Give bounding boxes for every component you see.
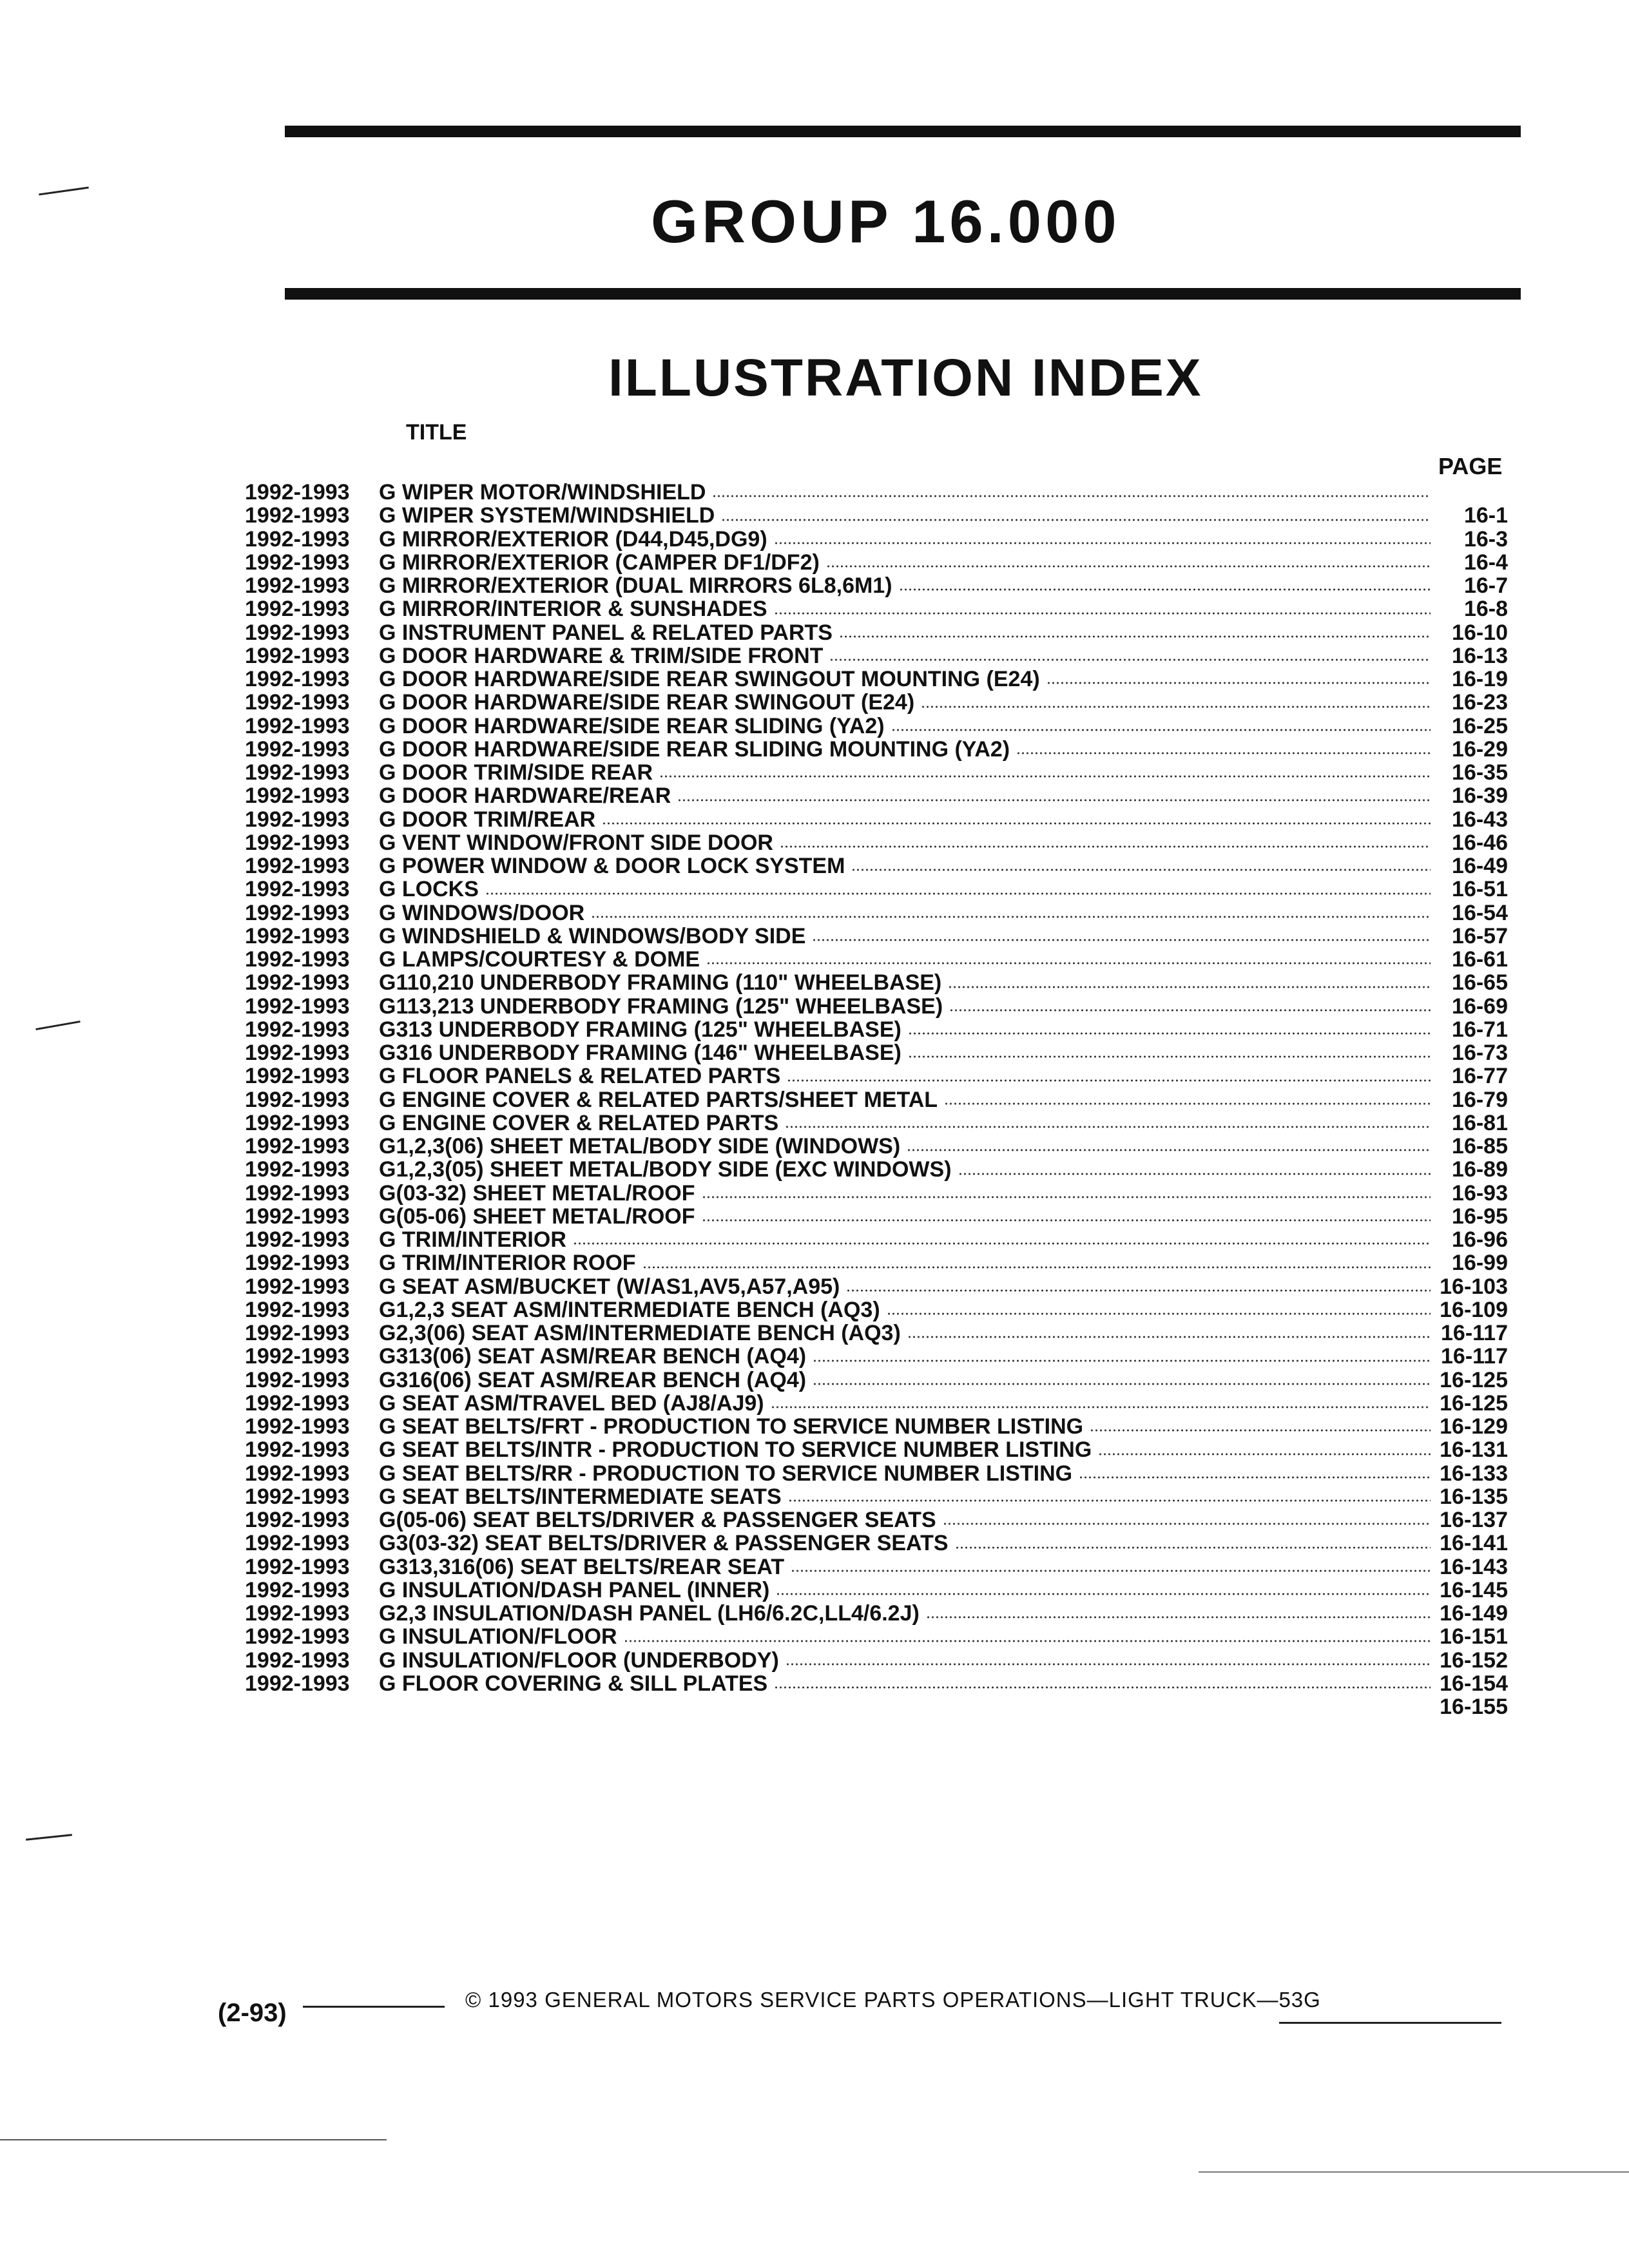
index-year: 1992-1993 [245, 1671, 350, 1696]
index-year: 1992-1993 [245, 1227, 350, 1252]
index-year: 1992-1993 [245, 1134, 350, 1158]
index-row [245, 1415, 1508, 1438]
dot-leader [771, 1406, 1431, 1408]
index-title: G DOOR HARDWARE/SIDE REAR SWINGOUT MOUNTING (E24) [379, 667, 1040, 691]
index-page: 16-19 [1452, 667, 1508, 691]
index-year: 1992-1993 [245, 1321, 350, 1345]
index-page: 16-73 [1452, 1041, 1508, 1065]
index-row [245, 1485, 1508, 1508]
dot-leader [846, 1289, 1431, 1292]
dot-leader [891, 729, 1431, 731]
index-title: G VENT WINDOW/FRONT SIDE DOOR [379, 830, 773, 855]
dot-leader [948, 986, 1431, 988]
index-title: G(05-06) SHEET METAL/ROOF [379, 1204, 695, 1229]
index-year: 1992-1993 [245, 1601, 350, 1626]
index-page: 16-69 [1452, 994, 1508, 1019]
index-page: 16-29 [1452, 736, 1508, 762]
index-page: 16-152 [1440, 1648, 1508, 1673]
index-row [245, 971, 1508, 994]
index-row [245, 901, 1508, 925]
index-page: 16-25 [1452, 713, 1508, 738]
dot-leader [955, 1546, 1431, 1549]
index-row [245, 528, 1508, 551]
index-page: 16-145 [1440, 1577, 1508, 1602]
index-title: G DOOR TRIM/REAR [379, 807, 596, 832]
index-page: 16-117 [1441, 1344, 1508, 1369]
index-title: G313 UNDERBODY FRAMING (125" WHEELBASE) [379, 1017, 901, 1042]
index-row [245, 574, 1508, 597]
index-page: 16-109 [1440, 1297, 1508, 1322]
index-page: 16-125 [1440, 1367, 1508, 1392]
index-page: 16-143 [1440, 1554, 1508, 1579]
index-year: 1992-1993 [245, 947, 350, 972]
dot-leader [943, 1523, 1431, 1525]
index-page: 16-117 [1441, 1321, 1508, 1345]
index-title: G MIRROR/INTERIOR & SUNSHADES [379, 597, 767, 622]
index-page: 16-54 [1452, 900, 1508, 925]
dot-leader [485, 892, 1431, 895]
index-title: G WINDOWS/DOOR [379, 900, 585, 925]
index-title: G313(06) SEAT ASM/REAR BENCH (AQ4) [379, 1344, 807, 1369]
index-row [245, 1228, 1508, 1251]
index-page: 16-81 [1452, 1110, 1508, 1135]
index-year: 1992-1993 [245, 713, 350, 738]
index-year: 1992-1993 [245, 1110, 350, 1135]
index-title: G MIRROR/EXTERIOR (DUAL MIRRORS 6L8,6M1) [379, 573, 892, 598]
dot-leader [851, 869, 1431, 871]
index-page: 16-96 [1452, 1227, 1508, 1252]
group-title: GROUP 16.000 [651, 187, 1121, 255]
index-page: 16-8 [1463, 597, 1508, 622]
index-row [245, 925, 1508, 948]
index-page: 16-154 [1440, 1671, 1508, 1696]
index-row [245, 784, 1508, 807]
dot-leader [774, 612, 1431, 615]
index-page: 16-95 [1452, 1204, 1508, 1229]
index-title: G FLOOR COVERING & SILL PLATES [379, 1671, 768, 1696]
index-title: G MIRROR/EXTERIOR (D44,D45,DG9) [379, 526, 767, 552]
dot-leader [785, 1126, 1431, 1128]
index-page: 16-43 [1452, 807, 1508, 832]
dot-leader [887, 1312, 1431, 1315]
index-row [245, 1018, 1508, 1041]
index-year: 1992-1993 [245, 573, 350, 598]
index-page: 16-79 [1452, 1087, 1508, 1112]
dot-leader [602, 822, 1431, 825]
index-title: G SEAT BELTS/FRT - PRODUCTION TO SERVICE NUMBER LISTING [379, 1414, 1084, 1439]
index-row [245, 691, 1508, 714]
index-row [245, 761, 1508, 784]
index-row [245, 1438, 1508, 1461]
index-row [245, 644, 1508, 668]
index-page: 16-99 [1452, 1251, 1508, 1276]
index-year: 1992-1993 [245, 1554, 350, 1579]
index-page: 16-13 [1452, 643, 1508, 668]
index-row [245, 1064, 1508, 1088]
index-row [245, 878, 1508, 901]
index-row [245, 1345, 1508, 1368]
dot-leader [949, 1009, 1431, 1012]
index-year: 1992-1993 [245, 1437, 350, 1463]
index-title: G FLOOR PANELS & RELATED PARTS [379, 1064, 781, 1089]
dot-leader [899, 588, 1431, 591]
index-page: 16-35 [1452, 760, 1508, 785]
index-page: 16-89 [1452, 1157, 1508, 1182]
index-title: G DOOR TRIM/SIDE REAR [379, 760, 653, 785]
date-code: (2-93) [218, 1999, 287, 2027]
index-year: 1992-1993 [245, 1484, 350, 1509]
index-page: 16-10 [1452, 620, 1508, 645]
dot-leader [1098, 1453, 1431, 1456]
dot-leader [839, 635, 1431, 638]
index-year: 1992-1993 [245, 830, 350, 855]
index-year: 1992-1993 [245, 807, 350, 832]
index-page: 16-39 [1452, 783, 1508, 809]
index-page: 16-155 [1440, 1695, 1508, 1719]
dot-leader [774, 1686, 1431, 1689]
dot-leader [706, 962, 1431, 965]
index-row [245, 808, 1508, 831]
index-title: G1,2,3(06) SHEET METAL/BODY SIDE (WINDOWS) [379, 1134, 901, 1158]
index-row [245, 1182, 1508, 1205]
index-page: 16-85 [1452, 1134, 1508, 1158]
dot-leader [926, 1616, 1431, 1619]
index-title: G ENGINE COVER & RELATED PARTS [379, 1110, 779, 1135]
index-year: 1992-1993 [245, 690, 350, 715]
index-year: 1992-1993 [245, 854, 350, 878]
dot-leader [908, 1032, 1431, 1035]
dot-leader [829, 658, 1431, 661]
index-title: G LOCKS [379, 877, 479, 902]
index-year: 1992-1993 [245, 1461, 350, 1486]
dot-leader [1016, 752, 1431, 754]
index-title: G2,3 INSULATION/DASH PANEL (LH6/6.2C,LL4/6.2J) [379, 1601, 920, 1626]
index-title: G316(06) SEAT ASM/REAR BENCH (AQ4) [379, 1367, 807, 1392]
index-row [245, 1579, 1508, 1602]
index-title: G SEAT ASM/TRAVEL BED (AJ8/AJ9) [379, 1390, 764, 1416]
dot-leader [813, 1383, 1431, 1385]
index-title: G INSTRUMENT PANEL & RELATED PARTS [379, 620, 833, 645]
dot-leader [702, 1219, 1431, 1222]
index-title: G WINDSHIELD & WINDOWS/BODY SIDE [379, 923, 806, 948]
index-title: G INSULATION/FLOOR [379, 1624, 617, 1649]
index-title: G SEAT BELTS/INTR - PRODUCTION TO SERVICE NUMBER LISTING [379, 1437, 1092, 1463]
index-title: G INSULATION/FLOOR (UNDERBODY) [379, 1648, 779, 1673]
dot-leader [786, 1663, 1431, 1666]
index-page: 16-61 [1452, 947, 1508, 972]
index-row [245, 1392, 1508, 1415]
index-page: 16-1 [1463, 503, 1508, 528]
index-year: 1992-1993 [245, 643, 350, 668]
dot-leader [712, 495, 1431, 497]
index-year: 1992-1993 [245, 1017, 350, 1042]
scan-edge-line [0, 2139, 387, 2140]
index-page: 16-49 [1452, 854, 1508, 878]
index-page: 16-65 [1452, 970, 1508, 995]
dot-leader [826, 565, 1431, 568]
index-year: 1992-1993 [245, 760, 350, 785]
index-title: G TRIM/INTERIOR [379, 1227, 566, 1252]
index-row [245, 1158, 1508, 1181]
index-row [245, 504, 1508, 527]
index-title: G SEAT BELTS/RR - PRODUCTION TO SERVICE NUMBER LISTING [379, 1461, 1073, 1486]
index-year: 1992-1993 [245, 1344, 350, 1369]
index-row [245, 621, 1508, 644]
dot-leader [958, 1173, 1431, 1175]
dot-leader [591, 916, 1431, 918]
top-rule [285, 126, 1521, 137]
index-year: 1992-1993 [245, 1297, 350, 1322]
index-year: 1992-1993 [245, 1577, 350, 1602]
index-title: G WIPER MOTOR/WINDSHIELD [379, 480, 706, 505]
index-year: 1992-1993 [245, 480, 350, 505]
title-column-header: TITLE [406, 420, 467, 445]
scan-mark [35, 1021, 80, 1030]
dot-leader [907, 1149, 1431, 1151]
index-page: 16-4 [1463, 550, 1508, 575]
index-year: 1992-1993 [245, 1204, 350, 1229]
index-row [245, 995, 1508, 1018]
index-title: G LAMPS/COURTESY & DOME [379, 947, 700, 972]
index-row [245, 1041, 1508, 1064]
index-year: 1992-1993 [245, 1508, 350, 1532]
dot-leader [944, 1102, 1431, 1105]
index-year: 1992-1993 [245, 550, 350, 575]
dot-leader [908, 1055, 1431, 1058]
index-page: 16-93 [1452, 1180, 1508, 1206]
index-row [245, 1135, 1508, 1158]
index-year: 1992-1993 [245, 783, 350, 809]
index-page: 16-46 [1452, 830, 1508, 855]
index-title: G316 UNDERBODY FRAMING (146" WHEELBASE) [379, 1041, 901, 1065]
dot-leader [921, 706, 1431, 708]
index-year: 1992-1993 [245, 1367, 350, 1392]
index-title: G DOOR HARDWARE/REAR [379, 783, 671, 809]
dot-leader [721, 519, 1431, 521]
index-row [245, 1205, 1508, 1228]
index-row [245, 1625, 1508, 1648]
index-year: 1992-1993 [245, 1180, 350, 1206]
index-row [245, 1672, 1508, 1695]
index-year: 1992-1993 [245, 1414, 350, 1439]
dot-leader [1046, 682, 1431, 684]
dot-leader [642, 1266, 1431, 1269]
index-page: 16-7 [1463, 573, 1508, 598]
dot-leader [812, 939, 1431, 941]
index-year: 1992-1993 [245, 620, 350, 645]
index-title: G113,213 UNDERBODY FRAMING (125" WHEELBASE) [379, 994, 943, 1019]
index-row [245, 1649, 1508, 1672]
index-page: 16-129 [1440, 1414, 1508, 1439]
index-title: G(05-06) SEAT BELTS/DRIVER & PASSENGER SEATS [379, 1508, 936, 1532]
index-year: 1992-1993 [245, 1251, 350, 1276]
index-title: G DOOR HARDWARE/SIDE REAR SLIDING (YA2) [379, 713, 885, 738]
dot-leader [780, 845, 1431, 848]
index-row [245, 1251, 1508, 1274]
index-page: 16-23 [1452, 690, 1508, 715]
index-page: 16-141 [1440, 1531, 1508, 1556]
middle-rule [285, 288, 1521, 300]
index-year: 1992-1993 [245, 877, 350, 902]
index-title: G MIRROR/EXTERIOR (CAMPER DF1/DF2) [379, 550, 820, 575]
index-title: G313,316(06) SEAT BELTS/REAR SEAT [379, 1554, 785, 1579]
index-page: 16-135 [1440, 1484, 1508, 1509]
index-row [245, 1508, 1508, 1532]
index-title: G2,3(06) SEAT ASM/INTERMEDIATE BENCH (AQ3) [379, 1321, 901, 1345]
index-year: 1992-1993 [245, 526, 350, 552]
index-row [245, 597, 1508, 620]
index-row [245, 948, 1508, 971]
index-page: 16-51 [1452, 877, 1508, 902]
index-year: 1992-1993 [245, 994, 350, 1019]
index-title: G WIPER SYSTEM/WINDSHIELD [379, 503, 715, 528]
index-year: 1992-1993 [245, 736, 350, 762]
index-row [245, 1321, 1508, 1345]
index-year: 1992-1993 [245, 1531, 350, 1556]
index-year: 1992-1993 [245, 1087, 350, 1112]
index-title: G1,2,3(05) SHEET METAL/BODY SIDE (EXC WINDOWS) [379, 1157, 952, 1182]
footer-rule-left [303, 2006, 445, 2008]
dot-leader [776, 1593, 1431, 1595]
index-row [245, 854, 1508, 878]
index-year: 1992-1993 [245, 1157, 350, 1182]
index-title: G110,210 UNDERBODY FRAMING (110" WHEELBASE) [379, 970, 942, 995]
index-page: 16-3 [1463, 526, 1508, 552]
index-page: 16-151 [1440, 1624, 1508, 1649]
index-row [245, 1462, 1508, 1485]
index-year: 1992-1993 [245, 1274, 350, 1299]
dot-leader [677, 799, 1431, 802]
index-page: 16-125 [1440, 1390, 1508, 1416]
index-year: 1992-1993 [245, 667, 350, 691]
index-year: 1992-1993 [245, 1624, 350, 1649]
index-page: 16-77 [1452, 1064, 1508, 1089]
dot-leader [1090, 1429, 1431, 1432]
dot-leader [774, 542, 1431, 544]
index-page: 16-57 [1452, 923, 1508, 948]
index-page: 16-149 [1440, 1601, 1508, 1626]
index-page: 16-133 [1440, 1461, 1508, 1486]
index-title: G DOOR HARDWARE/SIDE REAR SLIDING MOUNTING (YA2) [379, 736, 1010, 762]
index-row [245, 1555, 1508, 1579]
index-title: G SEAT BELTS/INTERMEDIATE SEATS [379, 1484, 782, 1509]
dot-leader [624, 1640, 1431, 1642]
index-row [245, 715, 1508, 738]
index-year: 1992-1993 [245, 503, 350, 528]
index-year: 1992-1993 [245, 970, 350, 995]
illustration-index-list [245, 481, 1508, 1718]
scan-edge-line [1199, 2171, 1629, 2173]
index-title: G DOOR HARDWARE & TRIM/SIDE FRONT [379, 643, 824, 668]
index-title: G POWER WINDOW & DOOR LOCK SYSTEM [379, 854, 845, 878]
scan-mark [39, 187, 89, 196]
index-year: 1992-1993 [245, 1064, 350, 1089]
index-page: 16-71 [1452, 1017, 1508, 1042]
index-row [245, 1298, 1508, 1321]
dot-leader [702, 1196, 1431, 1198]
index-year: 1992-1993 [245, 597, 350, 622]
dot-leader [659, 775, 1431, 778]
index-page: 16-137 [1440, 1508, 1508, 1532]
dot-leader [791, 1570, 1431, 1572]
index-row [245, 481, 1508, 504]
dot-leader [813, 1360, 1431, 1362]
index-row [245, 1602, 1508, 1625]
dot-leader [787, 1079, 1431, 1082]
page-column-header: PAGE [1438, 453, 1503, 479]
index-title: G ENGINE COVER & RELATED PARTS/SHEET METAL [379, 1087, 938, 1112]
index-year: 1992-1993 [245, 1390, 350, 1416]
index-title: G1,2,3 SEAT ASM/INTERMEDIATE BENCH (AQ3) [379, 1297, 880, 1322]
index-year: 1992-1993 [245, 900, 350, 925]
index-row [245, 1695, 1508, 1718]
index-row [245, 1111, 1508, 1135]
scan-mark [26, 1834, 72, 1841]
index-title: G(03-32) SHEET METAL/ROOF [379, 1180, 695, 1206]
index-row [245, 831, 1508, 854]
index-year: 1992-1993 [245, 1041, 350, 1065]
index-page: 16-131 [1440, 1437, 1508, 1463]
index-year: 1992-1993 [245, 923, 350, 948]
footer-rule-right [1279, 2022, 1501, 2024]
index-title: G DOOR HARDWARE/SIDE REAR SWINGOUT (E24) [379, 690, 915, 715]
dot-leader [907, 1336, 1431, 1338]
index-row [245, 1369, 1508, 1392]
index-row [245, 551, 1508, 574]
index-row [245, 1275, 1508, 1298]
index-title: G INSULATION/DASH PANEL (INNER) [379, 1577, 770, 1602]
dot-leader [573, 1242, 1431, 1245]
index-row [245, 668, 1508, 691]
index-title: G TRIM/INTERIOR ROOF [379, 1251, 636, 1276]
dot-leader [788, 1499, 1431, 1502]
index-row [245, 738, 1508, 761]
index-row [245, 1088, 1508, 1111]
index-title: G3(03-32) SEAT BELTS/DRIVER & PASSENGER SEATS [379, 1531, 949, 1556]
index-title: G SEAT ASM/BUCKET (W/AS1,AV5,A57,A95) [379, 1274, 840, 1299]
footer-copyright: © 1993 GENERAL MOTORS SERVICE PARTS OPERATIONS—LIGHT TRUCK—53G [465, 1988, 1321, 2012]
index-page: 16-103 [1440, 1274, 1508, 1299]
index-year: 1992-1993 [245, 1648, 350, 1673]
dot-leader [1079, 1476, 1431, 1479]
index-row [245, 1532, 1508, 1555]
index-title: ILLUSTRATION INDEX [608, 349, 1203, 407]
